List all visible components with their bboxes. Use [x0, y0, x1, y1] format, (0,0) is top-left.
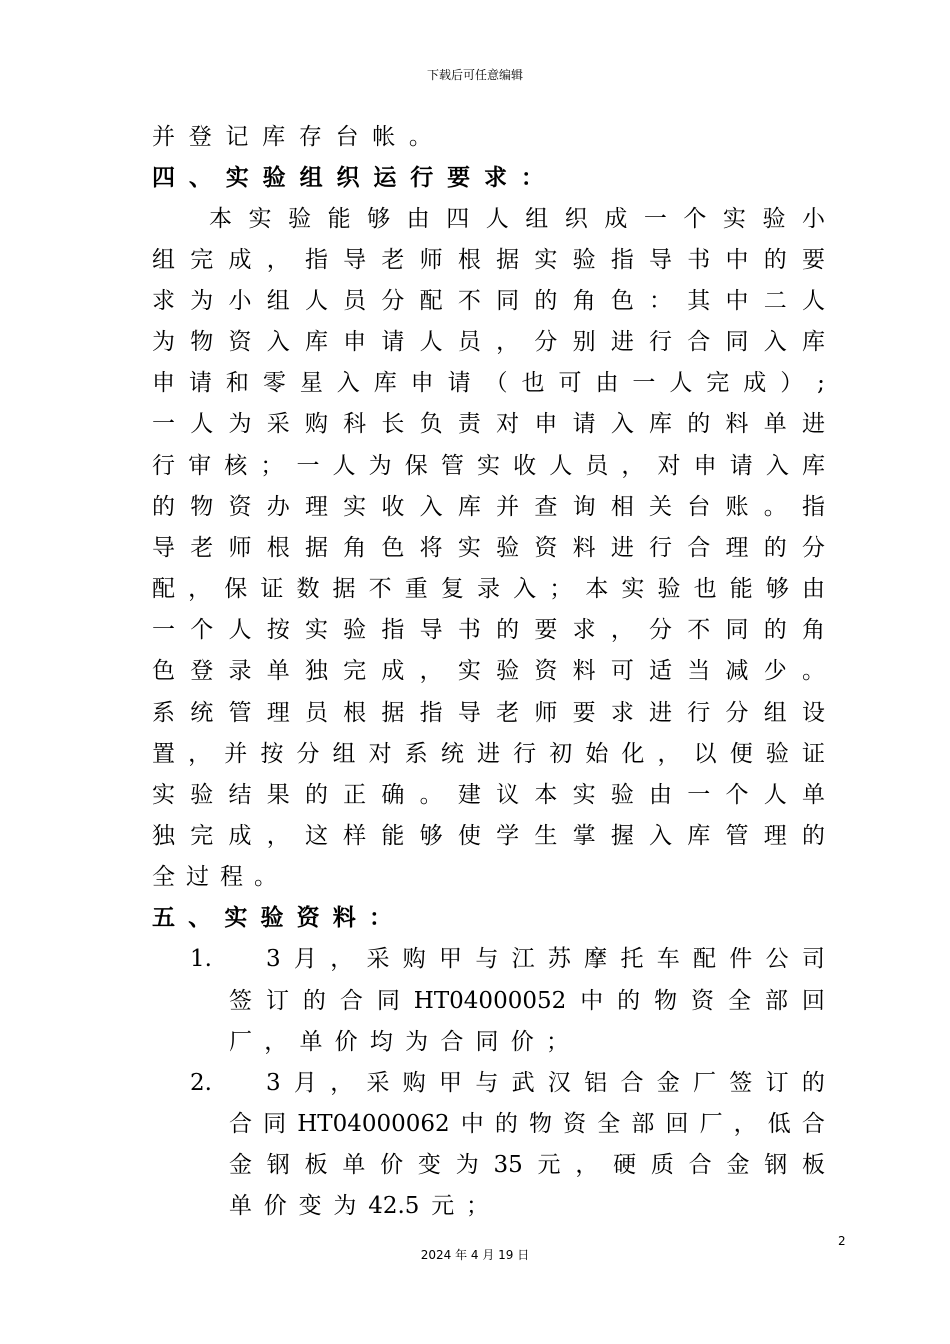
list-number: 2. [190, 1070, 212, 1096]
list-item-text: 合 同 HT04000062 中 的 物 资 全 部 回 厂 ， 低 合 [229, 1111, 825, 1137]
footer-date: 2024 年 4 月 19 日 [420, 1248, 530, 1262]
section-heading-5: 五 、 实 验 资 料 ： [152, 904, 392, 931]
text-line: 置 ， 并 按 分 组 对 系 统 进 行 初 始 化 ， 以 便 验 证 [152, 741, 825, 767]
text-line: 求 为 小 组 人 员 分 配 不 同 的 角 色 ： 其 中 二 人 [152, 288, 825, 314]
list-item-text: 单 价 变 为 42.5 元 ； [229, 1193, 489, 1219]
text-line: 的 物 资 办 理 实 收 入 库 并 查 询 相 关 台 账 。 指 [152, 494, 825, 520]
text-line: 申 请 和 零 星 入 库 申 请 （ 也 可 由 一 人 完 成 ） ; [152, 370, 825, 396]
list-item-text: 3 月 ， 采 购 甲 与 武 汉 铝 合 金 厂 签 订 的 [266, 1070, 825, 1096]
text-line: 一 个 人 按 实 验 指 导 书 的 要 求 ， 分 不 同 的 角 [152, 617, 825, 643]
text-line: 一 人 为 采 购 科 长 负 责 对 申 请 入 库 的 料 单 进 [152, 411, 825, 437]
text-line: 导 老 师 根 据 角 色 将 实 验 资 料 进 行 合 理 的 分 [152, 535, 825, 561]
text-line: 全 过 程 。 [152, 864, 277, 890]
page-number: 2 [838, 1234, 846, 1248]
text-line: 行 审 核 ； 一 人 为 保 管 实 收 人 员 ， 对 申 请 入 库 [152, 453, 825, 479]
list-item-text: 3 月 ， 采 购 甲 与 江 苏 摩 托 车 配 件 公 司 [266, 946, 825, 972]
list-item-text: 厂 ， 单 价 均 为 合 同 价 ； [229, 1029, 569, 1055]
text-line: 并 登 记 库 存 台 帐 。 [152, 124, 432, 150]
list-item-text: 金 钢 板 单 价 变 为 35 元 ， 硬 质 合 金 钢 板 [229, 1152, 825, 1178]
text-line: 实 验 结 果 的 正 确 。 建 议 本 实 验 由 一 个 人 单 [152, 782, 825, 808]
text-line: 组 完 成 ， 指 导 老 师 根 据 实 验 指 导 书 中 的 要 [152, 247, 825, 273]
page-header: 下载后可任意编辑 [426, 68, 523, 82]
text-line: 配 ， 保 证 数 据 不 重 复 录 入 ； 本 实 验 也 能 够 由 [152, 576, 825, 602]
text-line: 色 登 录 单 独 完 成 ， 实 验 资 料 可 适 当 减 少 。 [152, 658, 825, 684]
text-line: 为 物 资 入 库 申 请 人 员 ， 分 别 进 行 合 同 入 库 [152, 329, 825, 355]
text-line: 独 完 成 ， 这 样 能 够 使 学 生 掌 握 入 库 管 理 的 [152, 823, 825, 849]
list-item-text: 签 订 的 合 同 HT04000052 中 的 物 资 全 部 回 [229, 988, 825, 1014]
text-line: 系 统 管 理 员 根 据 指 导 老 师 要 求 进 行 分 组 设 [152, 700, 825, 726]
section-heading-4: 四 、 实 验 组 织 运 行 要 求 ： [152, 164, 544, 191]
list-number: 1. [190, 946, 212, 972]
text-line: 本 实 验 能 够 由 四 人 组 织 成 一 个 实 验 小 [209, 206, 825, 232]
